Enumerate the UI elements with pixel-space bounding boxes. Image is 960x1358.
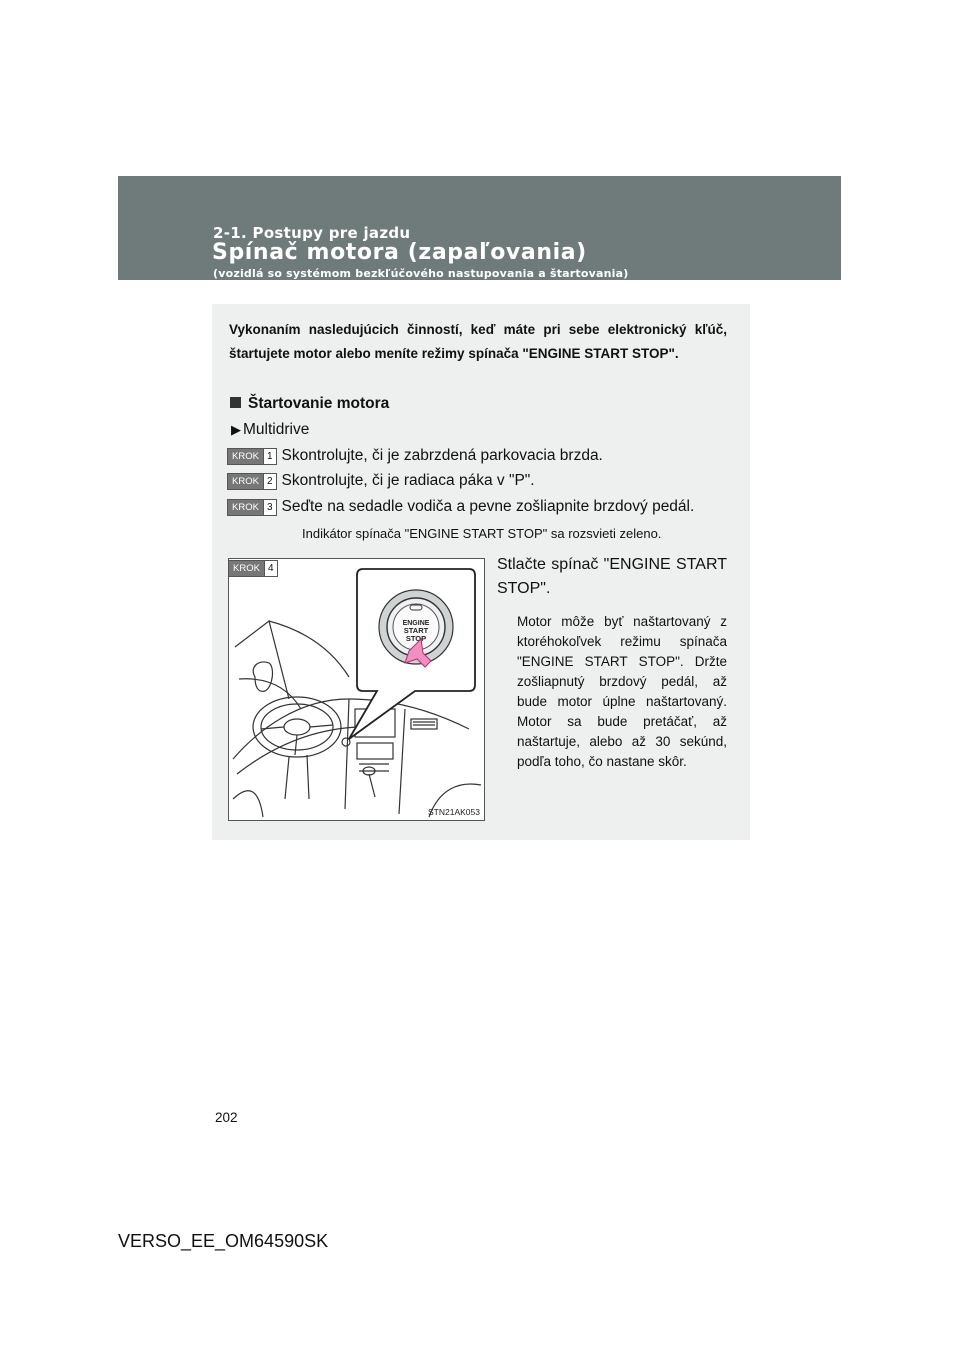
button-label-line3: STOP [405, 634, 427, 643]
document-code: VERSO_EE_OM64590SK [118, 1231, 329, 1251]
step-1 [227, 447, 603, 465]
step-badge: KROK 3 [227, 499, 277, 516]
section-heading [230, 395, 389, 413]
step-4-text: Stlačte spínač "ENGINE START STOP". [497, 556, 727, 597]
variant-label [231, 421, 309, 439]
step-text: Skontrolujte, či je zabrzdená parkovacia brzda. [281, 447, 603, 464]
step-badge: KROK 1 [227, 448, 277, 465]
dashboard-illustration [228, 558, 485, 821]
section-heading-text: Štartovanie motora [248, 395, 390, 412]
step-badge: KROK 4 [228, 560, 278, 577]
button-label-line2: START [403, 626, 429, 635]
page-title: Spínač motora (zapaľovania) [212, 240, 587, 265]
step-3 [227, 498, 694, 516]
page-number: 202 [215, 1110, 238, 1125]
step-2 [227, 472, 535, 490]
step-badge: KROK 2 [227, 473, 277, 490]
section-title: 2-1. Postupy pre jazdu [213, 224, 411, 242]
button-label-line1: ENGINE [402, 620, 430, 627]
square-bullet-icon [230, 397, 241, 408]
step-4-note: Motor môže byť naštartovaný z ktoréhokoľvek režimu spínača "ENGINE START STOP". Držte zošliapnutý brzdový pedál, až bude motor úplne naštartovaný. Motor sa bude pretáčať, až naštartuje, alebo až 30 sekúnd, podľa toho, čo nastane skôr. [517, 614, 727, 769]
figure-code: STN21AK053 [428, 807, 480, 817]
dashboard-drawing [229, 559, 484, 820]
triangle-right-icon: ▶ [231, 422, 241, 437]
intro-paragraph: Vykonaním nasledujúcich činností, keď máte pri sebe elektronický kľúč, štartujete motor alebo meníte režimy spínača "ENGINE START STOP". [229, 322, 727, 361]
step-text: Seďte na sedadle vodiča a pevne zošliapnite brzdový pedál. [281, 498, 695, 515]
variant-text: Multidrive [243, 421, 310, 438]
step-text: Skontrolujte, či je radiaca páka v "P". [281, 472, 535, 489]
page-subtitle: (vozidlá so systémom bezkľúčového nastupovania a štartovania) [213, 267, 629, 280]
step-3-note: Indikátor spínača "ENGINE START STOP" sa rozsvieti zeleno. [302, 526, 662, 541]
step-4-badge [228, 559, 283, 577]
